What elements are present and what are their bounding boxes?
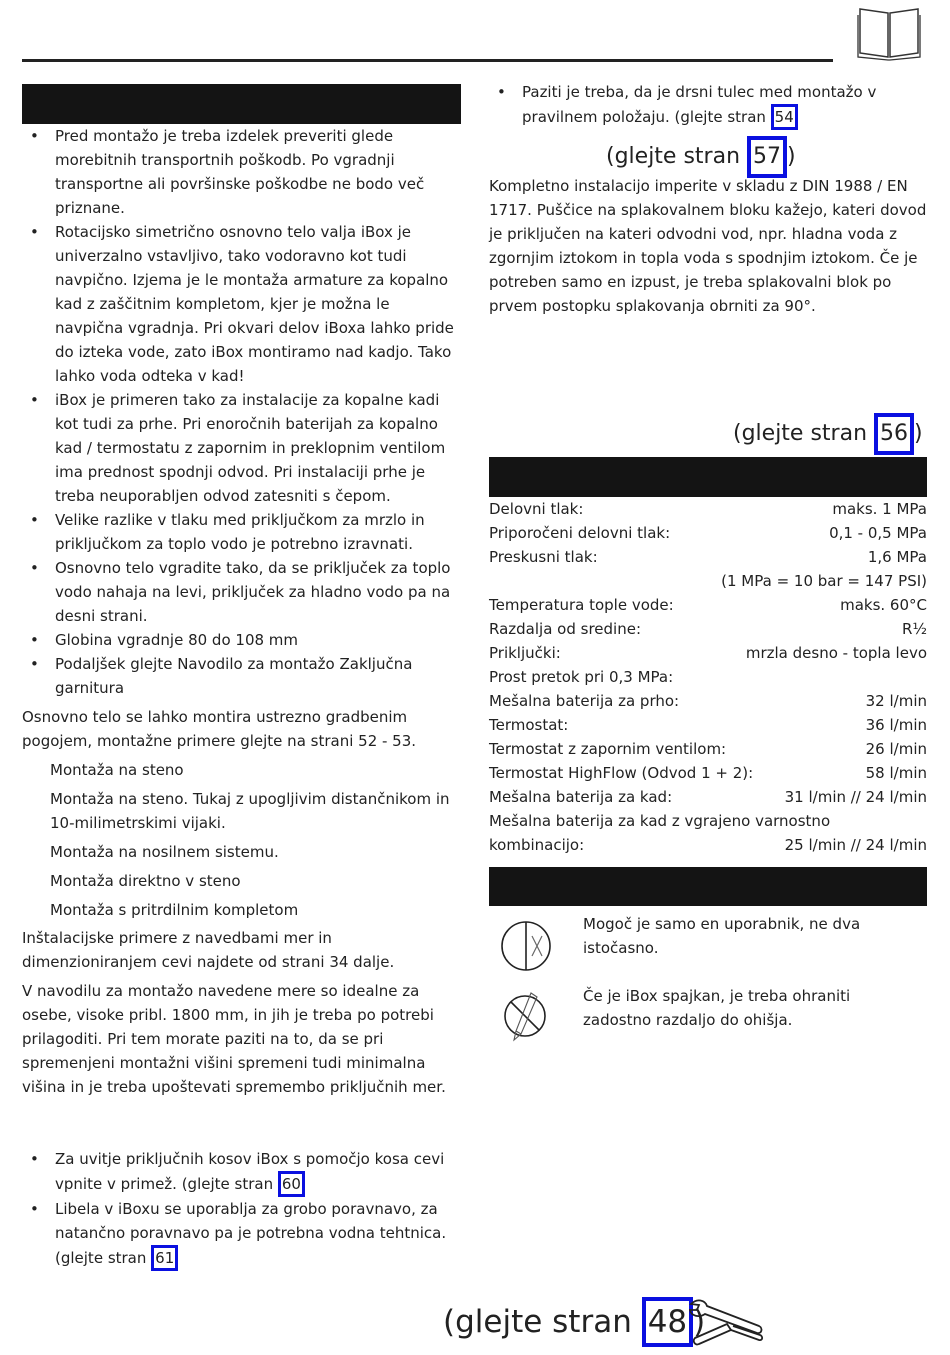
right-top-bullets bbox=[489, 80, 929, 130]
spec-value: 31 l/min // 24 l/min bbox=[784, 788, 927, 806]
spec-label: Termostat HighFlow (Odvod 1 + 2): bbox=[489, 764, 754, 782]
spec-row bbox=[489, 521, 927, 545]
list-item: • iBox je primeren tako za instalacije za kopalne kadi kot tudi za prhe. Pri enoročnih baterijah za kopalno kad / termostatu z zapornim in preklopnim ventilom ima prednost spodnji odvod. Pri instalaciji prhe je treba neuporabljen odvod zatesniti s čepom. bbox=[22, 388, 462, 508]
see-close-paren: ) bbox=[914, 421, 923, 446]
mounting-option: Montaža direktno v steno bbox=[50, 872, 241, 890]
spec-row bbox=[489, 737, 927, 761]
din-paragraph: Kompletno instalacijo imperite v skladu z DIN 1988 / EN 1717. Puščice na splakovalnem bloku kažejo, kateri dovod je priključen na kateri odvodni vod, npr. hladna voda z zgornjim iztokom in topla voda s spodnjim iztokom. Če je potreben samo en izpust, je treba splakovalni blok po prvem postopku splakovanja obrniti za 90°. bbox=[489, 177, 927, 315]
open-book-icon bbox=[857, 7, 921, 61]
spec-row bbox=[489, 617, 927, 641]
spec-row bbox=[489, 569, 927, 593]
mounting-option: Montaža na steno bbox=[50, 761, 184, 779]
single-user-notice: Mogoč je samo en uporabnik, ne dva istočasno. bbox=[583, 915, 861, 957]
spec-value: 1,6 MPa bbox=[867, 548, 927, 566]
see-page-48 bbox=[443, 1297, 705, 1347]
spec-value: maks. 60°C bbox=[840, 596, 927, 614]
left-section-header-bar bbox=[22, 84, 461, 124]
list-item: • Osnovno telo vgradite tako, da se priključek za toplo vodo nahaja na levi, priključek za hladno vodo pa na desni strani. bbox=[22, 556, 462, 628]
spec-value: 0,1 - 0,5 MPa bbox=[829, 524, 927, 542]
spec-label: Mešalna baterija za kad: bbox=[489, 788, 673, 806]
spec-label: Prost pretok pri 0,3 MPa: bbox=[489, 668, 674, 686]
see-close-paren: ) bbox=[787, 144, 796, 169]
spec-row bbox=[489, 641, 927, 665]
spec-label: Termostat z zapornim ventilom: bbox=[489, 740, 727, 758]
spec-label: Priporočeni delovni tlak: bbox=[489, 524, 671, 542]
notices-header-bar bbox=[489, 867, 927, 906]
sleeve-bullet-list bbox=[489, 80, 929, 130]
spec-label: Termostat: bbox=[489, 716, 569, 734]
single-user-icon bbox=[499, 918, 553, 974]
spec-label: Priključki: bbox=[489, 644, 561, 662]
mounting-option: Montaža s pritrdilnim kompletom bbox=[50, 901, 299, 919]
spec-value: mrzla desno - topla levo bbox=[745, 644, 927, 662]
spec-row bbox=[489, 809, 927, 833]
page-link-56[interactable]: 56 bbox=[874, 413, 914, 455]
see-page-57 bbox=[606, 136, 796, 178]
page-link-54[interactable]: 54 bbox=[771, 104, 798, 130]
page-link-48[interactable]: 48 bbox=[642, 1297, 693, 1347]
see-prefix: (glejte stran bbox=[443, 1304, 642, 1340]
mounting-intro: Osnovno telo se lahko montira ustrezno gradbenim pogojem, montažne primere glejte na strani 52 - 53. bbox=[22, 708, 417, 750]
mounting-option: Montaža na steno. Tukaj z upogljivim distančnikom in 10-milimetrskimi vijaki. bbox=[50, 790, 450, 832]
list-item: • Rotacijsko simetrično osnovno telo valja iBox je univerzalno vstavljivo, tako vodoravno kot tudi navpično. Izjema je le montaža armature za kopalno kad z zaščitnim kompletom, kjer je možna le navpična vgradnja. Pri okvari delov iBoxa lahko pride do izteka vode, zato iBox montiramo nad kadjo. Tako lahko voda odteka v kad! bbox=[22, 220, 462, 388]
list-item: • Globina vgradnje 80 do 108 mm bbox=[22, 628, 462, 652]
spec-value: 32 l/min bbox=[865, 692, 927, 710]
spec-row bbox=[489, 497, 927, 521]
list-item: • Pred montažo je treba izdelek preveriti glede morebitnih transportnih poškodb. Po vgradnji transportne ali površinske poškodbe ne bodo več priznane. bbox=[22, 124, 462, 220]
spec-row bbox=[489, 833, 927, 857]
spec-row bbox=[489, 713, 927, 737]
left-bottom-bullets bbox=[22, 1147, 462, 1271]
intro-bullet-list bbox=[22, 124, 462, 700]
spec-row bbox=[489, 593, 927, 617]
spec-label: Delovni tlak: bbox=[489, 500, 584, 518]
list-item bbox=[22, 1147, 462, 1197]
see-prefix: (glejte stran bbox=[733, 421, 875, 446]
spec-row bbox=[489, 545, 927, 569]
no-soldering-icon bbox=[501, 988, 551, 1044]
level-text: Libela v iBoxu se uporablja za grobo poravnavo, za natančno poravnavo pa je potrebna vodna tehtnica. (glejte stran bbox=[55, 1200, 447, 1267]
header-rule bbox=[22, 59, 833, 62]
install-examples-note: Inštalacijske primere z navedbami mer in dimenzioniranjem cevi najdete od strani 34 dalje. bbox=[22, 929, 395, 971]
spec-label: Mešalna baterija za prho: bbox=[489, 692, 680, 710]
soldering-notice: Če je iBox spajkan, je treba ohraniti zadostno razdaljo do ohišja. bbox=[583, 987, 851, 1029]
spec-value: 58 l/min bbox=[865, 764, 927, 782]
page-link-60[interactable]: 60 bbox=[278, 1171, 305, 1197]
see-page-56 bbox=[733, 413, 923, 455]
spec-label: Temperatura tople vode: bbox=[489, 596, 674, 614]
bend-text: Za uvitje priključnih kosov iBox s pomočjo kosa cevi vpnite v primež. (glejte stran bbox=[55, 1150, 445, 1193]
spec-value: 25 l/min // 24 l/min bbox=[784, 836, 927, 854]
spec-row bbox=[489, 761, 927, 785]
list-item bbox=[489, 80, 929, 130]
spec-table bbox=[489, 497, 927, 857]
bottom-bullet-list bbox=[22, 1147, 462, 1271]
spec-label: Preskusni tlak: bbox=[489, 548, 598, 566]
sleeve-text: Paziti je treba, da je drsni tulec med montažo v pravilnem položaju. (glejte stran bbox=[522, 83, 877, 126]
see-prefix: (glejte stran bbox=[606, 144, 748, 169]
spec-value: 26 l/min bbox=[865, 740, 927, 758]
wrench-screwdriver-icon bbox=[687, 1296, 765, 1348]
page-link-61[interactable]: 61 bbox=[151, 1245, 178, 1271]
list-item: • Velike razlike v tlaku med priključkom za mrzlo in priključkom za toplo vodo je potrebno izravnati. bbox=[22, 508, 462, 556]
spec-value: maks. 1 MPa bbox=[832, 500, 927, 518]
spec-label: Razdalja od sredine: bbox=[489, 620, 641, 638]
spec-value: R½ bbox=[902, 620, 927, 638]
spec-label: Mešalna baterija za kad z vgrajeno varnostno bbox=[489, 812, 831, 830]
page-link-57[interactable]: 57 bbox=[747, 136, 787, 178]
left-column bbox=[22, 124, 462, 1099]
spec-value: 36 l/min bbox=[865, 716, 927, 734]
list-item bbox=[22, 1197, 462, 1271]
spec-row bbox=[489, 665, 927, 689]
spec-label: kombinacijo: bbox=[489, 836, 585, 854]
see-close-paren: ) bbox=[693, 1304, 706, 1340]
mounting-option: Montaža na nosilnem sistemu. bbox=[50, 843, 279, 861]
list-item: • Podaljšek glejte Navodilo za montažo Zaključna garnitura bbox=[22, 652, 462, 700]
spec-row bbox=[489, 689, 927, 713]
spec-value: (1 MPa = 10 bar = 147 PSI) bbox=[721, 572, 927, 590]
spec-row bbox=[489, 785, 927, 809]
height-note: V navodilu za montažo navedene mere so idealne za osebe, visoke pribl. 1800 mm, in jih je treba po potrebi prilagoditi. Pri tem morate paziti na to, da se pri spremenjeni montažni višini spremeni tudi minimalna višina in je treba upoštevati spremembo priključnih mer. bbox=[22, 982, 446, 1096]
technical-data-header-bar bbox=[489, 457, 927, 497]
